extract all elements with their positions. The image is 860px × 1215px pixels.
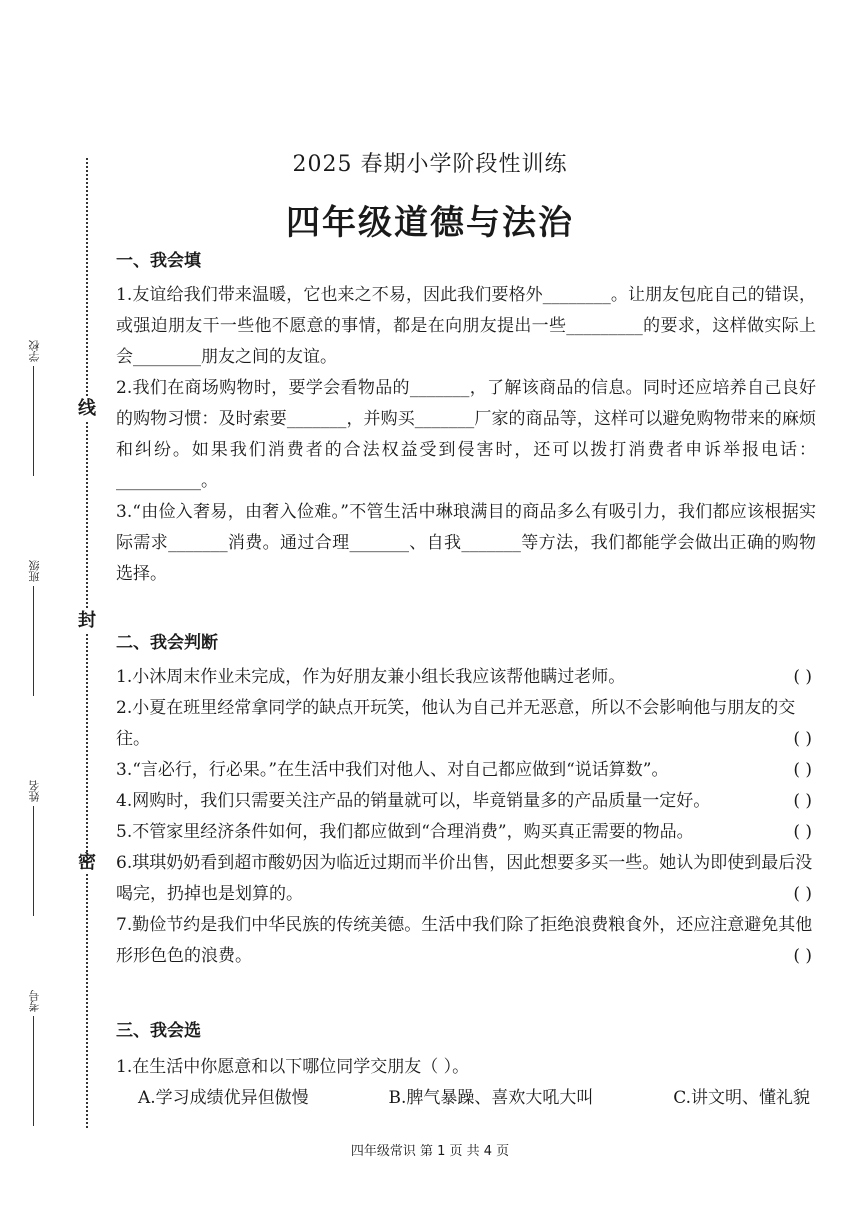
- fill-question-1: 1.友谊给我们带来温暖，它也来之不易，因此我们要格外________。让朋友包庇自己的错误，或强迫朋友干一些他不愿意的事情，都是在向朋友提出一些_________的要求，这样做实际上会________朋友之间的友谊。: [116, 285, 816, 367]
- section-judge: [116, 630, 816, 972]
- exam-number-blank: [34, 1016, 37, 1126]
- name-field: [10, 780, 60, 920]
- fill-question-2: 2.我们在商场购物时，要学会看物品的_______，了解该商品的信息。同时还应培养自己良好的购物习惯：及时索要_______，并购买_______厂家的商品等，这样可以避免购物带来的麻烦和纠纷。如果我们消费者的合法权益受到侵害时，还可以拨打消费者申诉举报电话：__________。: [116, 378, 816, 491]
- judge-question-4-text: 4.网购时，我们只需要关注产品的销量就可以，毕竟销量多的产品质量一定好。: [116, 791, 711, 811]
- judge-question-4: [116, 786, 816, 817]
- section-1-title: 一、我会填: [116, 251, 201, 271]
- judge-question-3-text: 3.“言必行，行必果。”在生活中我们对他人、对自己都应做到“说话算数”。: [116, 760, 669, 780]
- fill-question-3: 3.“由俭入奢易，由奢入俭难。”不管生活中琳琅满目的商品多么有吸引力，我们都应该根据实际需求_______消费。通过合理_______、自我_______等方法，我们都能学会做出正确的购物选择。: [116, 502, 816, 584]
- school-blank: [34, 366, 37, 476]
- judge-question-6-text: 6.琪琪奶奶看到超市酸奶因为临近过期而半价出售，因此想要多买一些。她认为即使到最后没喝完，扔掉也是划算的。: [116, 853, 813, 904]
- answer-paren-6[interactable]: ( ): [793, 884, 812, 904]
- option-a[interactable]: A.学习成绩优异但傲慢: [138, 1088, 309, 1108]
- answer-paren-2[interactable]: ( ): [793, 729, 812, 749]
- exam-number-label: 考号: [28, 990, 41, 1012]
- section-2-title: 二、我会判断: [116, 633, 218, 653]
- answer-paren-4[interactable]: ( ): [793, 791, 812, 811]
- judge-question-2: [116, 693, 816, 755]
- option-b[interactable]: B.脾气暴躁、喜欢大吼大叫: [388, 1088, 594, 1108]
- exam-subtitle: 2025 春期小学阶段性训练: [292, 152, 568, 177]
- binding-char-feng: 封: [78, 610, 96, 631]
- name-label: 姓名: [28, 780, 41, 802]
- judge-question-1: [116, 662, 816, 693]
- answer-paren-1[interactable]: ( ): [793, 667, 812, 687]
- exam-title: 四年级道德与法治: [286, 203, 574, 243]
- school-field: [10, 340, 60, 480]
- judge-question-6: [116, 848, 816, 910]
- binding-char-xian: 线: [78, 398, 96, 419]
- class-blank: [34, 586, 37, 696]
- school-label: 学校: [28, 340, 41, 362]
- judge-question-2-text: 2.小夏在班里经常拿同学的缺点开玩笑，他认为自己并无恶意，所以不会影响他与朋友的交往。: [116, 698, 796, 749]
- binding-char-mi: 密: [78, 852, 96, 873]
- choice-question-1: 1.在生活中你愿意和以下哪位同学交朋友（ ）。: [116, 1057, 470, 1077]
- judge-question-5-text: 5.不管家里经济条件如何，我们都应做到“合理消费”，购买真正需要的物品。: [116, 822, 694, 842]
- section-fill-in: [116, 248, 816, 590]
- option-c[interactable]: C.讲文明、懂礼貌: [673, 1088, 810, 1108]
- judge-question-5: [116, 817, 816, 848]
- judge-question-1-text: 1.小沐周末作业未完成，作为好朋友兼小组长我应该帮他瞒过老师。: [116, 667, 626, 687]
- judge-question-3: [116, 755, 816, 786]
- name-blank: [34, 806, 37, 916]
- exam-number-field: [10, 990, 60, 1130]
- judge-question-7-text: 7.勤俭节约是我们中华民族的传统美德。生活中我们除了拒绝浪费粮食外，还应注意避免其他形形色色的浪费。: [116, 915, 813, 966]
- binding-dotted-line: [86, 158, 88, 1128]
- answer-paren-7[interactable]: ( ): [793, 946, 812, 966]
- page-footer: 四年级常识 第 1 页 共 4 页: [350, 1144, 510, 1159]
- section-3-title: 三、我会选: [116, 1021, 201, 1041]
- answer-paren-5[interactable]: ( ): [793, 822, 812, 842]
- class-field: [10, 560, 60, 700]
- choice-options: [116, 1083, 816, 1114]
- section-choose: [116, 1018, 816, 1114]
- class-label: 班级: [28, 560, 41, 582]
- answer-paren-3[interactable]: ( ): [793, 760, 812, 780]
- judge-question-7: [116, 910, 816, 972]
- student-info-margin: [10, 140, 60, 1130]
